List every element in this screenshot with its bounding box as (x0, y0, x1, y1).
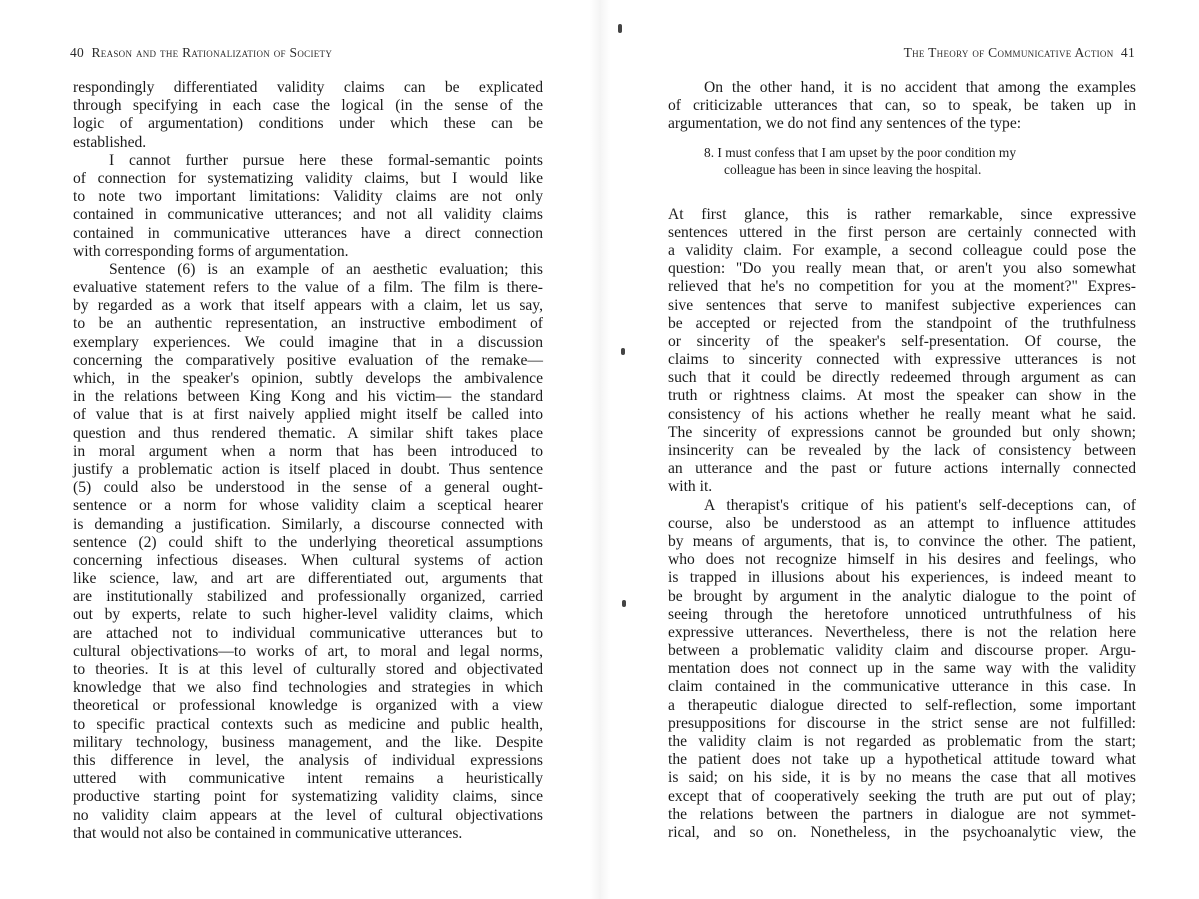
text-line: expressive utterances. Nevertheless, there is not the relation here (668, 623, 1136, 641)
text-line: question and thus rendered thematic. A similar shift takes place (73, 424, 543, 442)
text-line: A therapist's critique of his patient's self-deceptions can, of (704, 496, 1136, 514)
text-line: sentences uttered in the first person are certainly connected with (668, 223, 1136, 241)
text-line: except that of cooperatively seeking the truth are put out of play; (668, 787, 1136, 805)
text-line: knowledge that we also find technologies and strategies in which (73, 679, 543, 697)
text-line: concerning the comparatively positive evaluation of the remake— (73, 351, 543, 369)
text-line: question: "Do you really mean that, or aren't you also somewhat (668, 260, 1136, 278)
text-line: an utterance and the past or future actions internally connected (668, 460, 1136, 478)
body-text (73, 79, 543, 843)
example-line: 8. I must confess that I am upset by the poor condition my (704, 144, 1017, 160)
running-head-title: The Theory of Communicative Action (903, 45, 1114, 60)
right-page (600, 0, 1199, 899)
text-line: between a problematic validity claim and discourse proper. Argu- (668, 642, 1136, 660)
text-line: by means of arguments, that is, to convince the other. The patient, (668, 532, 1136, 550)
text-line: the relations between the partners in dialogue are not symmet- (668, 805, 1136, 823)
text-line: contained in communicative utterances have a direct connection (73, 224, 543, 242)
text-line: are institutionally stabilized and professionally organized, carried (73, 588, 543, 606)
text-line: the patient does not take up a hypothetical attitude toward what (668, 751, 1136, 769)
body-text (668, 79, 1136, 842)
text-line: claims to sincerity connected with expressive utterances is not (668, 351, 1136, 369)
text-line: Sentence (6) is an example of an aesthetic evaluation; this (109, 260, 543, 278)
text-line: The sincerity of expressions cannot be grounded but only shown; (668, 423, 1136, 441)
text-line: in moral argument when a norm that has been introduced to (73, 442, 543, 460)
text-line: course, also be understood as an attempt to influence attitudes (668, 514, 1136, 532)
text-line: insincerity can be revealed by the lack of consistency between (668, 442, 1136, 459)
numbered-example (668, 144, 1136, 178)
text-line: presuppositions for discourse in the strict sense are not fulfilled: (668, 714, 1136, 732)
text-line: relieved that he's no competition for you at the moment?" Expres- (668, 278, 1136, 296)
text-line: At first glance, this is rather remarkable, since expressive (668, 205, 1136, 223)
running-head-title: Reason and the Rationalization of Society (91, 45, 333, 60)
text-line: evaluative statement refers to the value of a film. The film is there- (73, 279, 543, 297)
text-line: be brought by argument in the analytic dialogue to the point of (668, 587, 1136, 605)
text-line: (5) could also be understood in the sense of a general ought- (73, 479, 543, 497)
paragraph-group (668, 206, 1136, 843)
running-head-right (904, 45, 1135, 61)
text-line: sive sentences that serve to manifest subjective experiences can (668, 296, 1136, 314)
text-line: uttered with communicative intent remains a heuristically (73, 770, 543, 788)
text-line: is demanding a justification. Similarly, a discourse connected with (73, 515, 543, 533)
text-line: to be an authentic representation, an instructive embodiment of (73, 315, 543, 333)
text-line: be accepted or rejected from the standpoint of the truthfulness (668, 314, 1136, 332)
text-line: respondingly differentiated validity claims can be explicated (73, 79, 543, 96)
text-line: theoretical or professional knowledge is organized with a view (73, 697, 543, 715)
text-line: like science, law, and art are differentiated out, arguments that (73, 570, 543, 588)
text-line: is trapped in illusions about his experiences, is indeed meant to (668, 569, 1136, 587)
text-line: of criticizable utterances that can, so to speak, be taken up in (668, 97, 1136, 115)
text-line: with corresponding forms of argumentation. (73, 242, 349, 260)
text-line: who does not recognize himself in his desires and feelings, who (668, 551, 1136, 569)
text-line: argumentation, we do not find any sentences of the type: (668, 115, 1022, 133)
text-line: in the relations between King Kong and his victim— the standard (73, 388, 543, 406)
text-line: or sincerity of the speaker's self-presentation. Of course, the (668, 332, 1136, 350)
paragraph-group (668, 79, 1136, 134)
text-line: justify a problematic action is itself placed in doubt. Thus sentence (73, 460, 543, 478)
text-line: of connection for systematizing validity claims, but I would like (73, 169, 543, 187)
running-head-left (70, 45, 332, 61)
text-line: I cannot further pursue here these formal-semantic points (109, 151, 543, 169)
text-line: to note two important limitations: Validity claims are not only (73, 188, 543, 206)
example-line: colleague has been in since leaving the hospital. (724, 161, 982, 177)
text-line: sentence or a norm for whose validity claim a sceptical hearer (73, 497, 543, 515)
text-line: cultural objectivations—to works of art, to moral and legal norms, (73, 642, 543, 660)
text-line: sentence (2) could shift to the underlying theoretical assumptions (73, 533, 543, 551)
text-line: established. (73, 133, 147, 151)
text-line: the validity claim is not regarded as problematic from the start; (668, 733, 1136, 750)
text-line: no validity claim appears at the level of cultural objectivations (73, 806, 543, 824)
text-line: that would not also be contained in communicative utterances. (73, 824, 463, 842)
text-line: truth or rightness claims. At most the speaker can show in the (668, 387, 1136, 405)
text-line: consistency of his actions whether he really meant what he said. (668, 405, 1136, 423)
text-line: are attached not to individual communicative utterances but to (73, 624, 543, 642)
page-number: 40 (70, 45, 85, 60)
text-line: out by experts, relate to such higher-level validity claims, which (73, 606, 543, 624)
text-line: exemplary experiences. We could imagine that in a discussion (73, 333, 543, 351)
text-line: to theories. It is at this level of culturally stored and objectivated (73, 661, 543, 678)
text-line: military technology, business management, and the like. Despite (73, 733, 543, 751)
text-line: rical, and so on. Nonetheless, in the psychoanalytic view, the (668, 823, 1136, 841)
text-line: which, in the speaker's opinion, subtly develops the ambivalence (73, 370, 543, 387)
text-line: seeing through the heretofore unnoticed untruthfulness of his (668, 605, 1136, 623)
text-line: a therapeutic dialogue directed to self-reflection, some important (668, 696, 1136, 714)
text-line: On the other hand, it is no accident that among the examples (704, 79, 1136, 96)
text-line: contained in communicative utterances; and not all validity claims (73, 206, 543, 224)
text-line: logic of argumentation) conditions under which these can be (73, 115, 543, 133)
text-line: claim contained in the communicative utterance in this case. In (668, 678, 1136, 696)
text-line: is said; on his side, it is by no means the case that all motives (668, 769, 1136, 787)
text-line: a validity claim. For example, a second colleague could pose the (668, 241, 1136, 259)
text-line: such that it could be directly redeemed through argument as can (668, 369, 1136, 387)
page-number: 41 (1120, 45, 1135, 60)
text-line: productive starting point for systematizing validity claims, since (73, 788, 543, 806)
text-line: to specific practical contexts such as medicine and public health, (73, 715, 543, 733)
text-line: this difference in level, the analysis of individual expressions (73, 751, 543, 769)
text-line: through specifying in each case the logical (in the sense of the (73, 97, 543, 115)
text-line: concerning infectious diseases. When cultural systems of action (73, 551, 543, 569)
text-line: mentation does not connect up in the same way with the validity (668, 660, 1136, 678)
text-line: with it. (668, 478, 713, 496)
text-line: of value that is at first naively applied might itself be called into (73, 406, 543, 424)
text-line: by regarded as a work that itself appears with a claim, let us say, (73, 297, 543, 315)
